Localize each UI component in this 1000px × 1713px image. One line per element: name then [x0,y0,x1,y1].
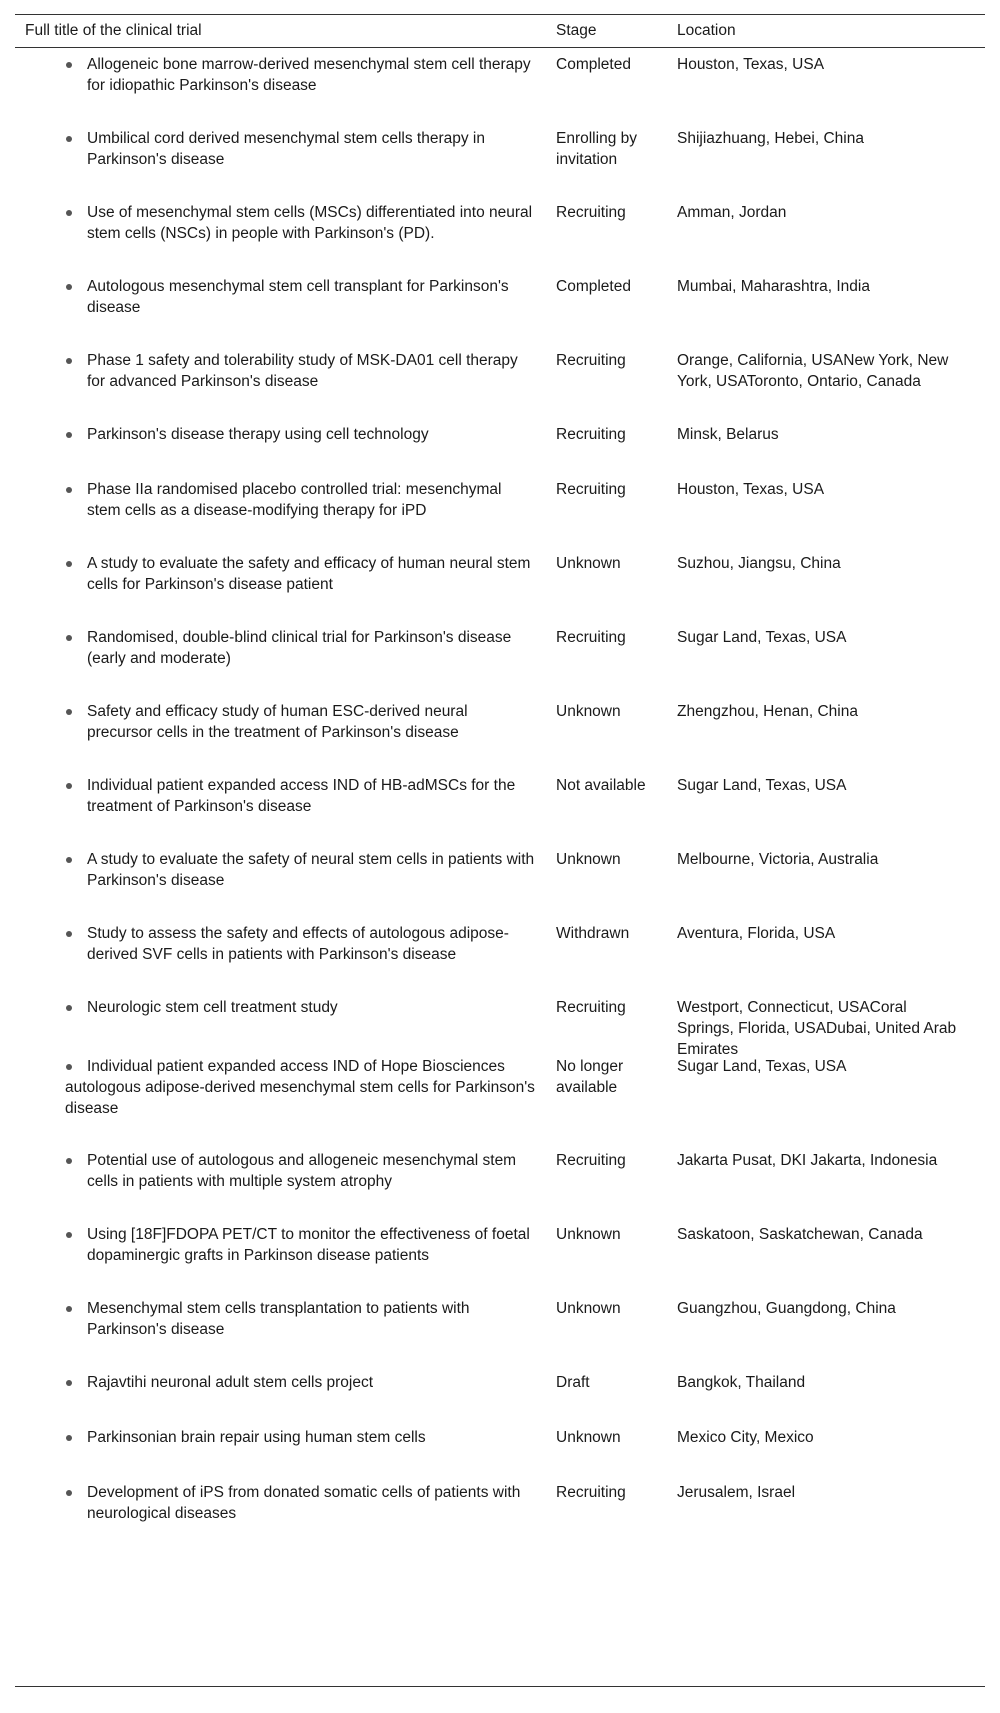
bullet-icon [66,358,72,364]
table-row [15,418,985,473]
table-row [15,917,985,991]
cell-location: Sugar Land, Texas, USA [677,777,847,794]
cell-title-text: Parkinsonian brain repair using human stem cells [87,1429,426,1446]
bullet-icon [66,561,72,567]
cell-location: Mumbai, Maharashtra, India [677,278,870,295]
cell-stage: No longer available [556,1058,624,1096]
cell-location: Aventura, Florida, USA [677,925,836,942]
table-row [15,1421,985,1476]
table-row [15,769,985,843]
cell-location: Suzhou, Jiangsu, China [677,555,841,572]
cell-stage: Recruiting [556,629,626,646]
bullet-icon [66,210,72,216]
cell-title [15,627,556,669]
table-row [15,547,985,621]
cell-title [15,350,556,392]
bullet-icon [66,1380,72,1386]
table-row [15,695,985,769]
cell-title [15,1482,556,1524]
cell-location: Houston, Texas, USA [677,56,825,73]
table-row [15,1292,985,1366]
cell-location: Orange, California, USANew York, New York, USAToronto, Ontario, Canada [677,352,949,390]
cell-title-text: Potential use of autologous and allogeneic mesenchymal stem cells in patients with multiple system atrophy [87,1152,517,1190]
cell-title-text: Study to assess the safety and effects of autologous adipose-derived SVF cells in patients with Parkinson's disease [87,925,509,963]
cell-title [15,553,556,595]
cell-stage: Not available [556,777,646,794]
cell-stage: Unknown [556,1300,621,1317]
bullet-icon [66,635,72,641]
cell-title-text: Use of mesenchymal stem cells (MSCs) differentiated into neural stem cells (NSCs) in people with Parkinson's (PD). [87,204,533,242]
cell-stage: Recruiting [556,426,626,443]
cell-title-text: Safety and efficacy study of human ESC-derived neural precursor cells in the treatment of Parkinson's disease [87,703,468,741]
bullet-icon [66,136,72,142]
cell-title-text: A study to evaluate the safety and efficacy of human neural stem cells for Parkinson's disease patient [87,555,531,593]
cell-title [15,202,556,244]
cell-location: Shijiazhuang, Hebei, China [677,130,864,147]
cell-location: Saskatoon, Saskatchewan, Canada [677,1226,923,1243]
header-stage: Stage [556,22,597,39]
cell-title-text: Mesenchymal stem cells transplantation to patients with Parkinson's disease [87,1300,470,1338]
cell-title [15,1224,556,1266]
table-row [15,1366,985,1421]
cell-location: Minsk, Belarus [677,426,779,443]
cell-title-text: Parkinson's disease therapy using cell technology [87,426,429,443]
table-row [15,843,985,917]
cell-title [15,276,556,318]
bullet-icon [66,857,72,863]
bullet-icon [66,1158,72,1164]
table-row [15,473,985,547]
cell-stage: Recruiting [556,352,626,369]
bullet-icon [66,709,72,715]
table-row [15,991,985,1058]
cell-title-text: Development of iPS from donated somatic cells of patients with neurological diseases [87,1484,521,1522]
cell-title [15,479,556,521]
bullet-icon [66,1005,72,1011]
bullet-icon [66,487,72,493]
cell-title-text: Rajavtihi neuronal adult stem cells project [87,1374,374,1391]
cell-title [15,1427,556,1448]
cell-location: Guangzhou, Guangdong, China [677,1300,896,1317]
cell-stage: Unknown [556,1429,621,1446]
cell-location: Amman, Jordan [677,204,787,221]
cell-location: Mexico City, Mexico [677,1429,814,1446]
cell-title [15,1372,556,1393]
bullet-icon [66,1232,72,1238]
table-row [15,1218,985,1292]
bullet-icon [66,1435,72,1441]
cell-title-text: Phase IIa randomised placebo controlled trial: mesenchymal stem cells as a disease-modifying therapy for iPD [87,481,502,519]
cell-stage: Completed [556,278,631,295]
cell-title-text: Using [18F]FDOPA PET/CT to monitor the effectiveness of foetal dopaminergic grafts in Parkinson disease patients [87,1226,530,1264]
cell-title-text: Allogeneic bone marrow-derived mesenchymal stem cell therapy for idiopathic Parkinson's disease [87,56,531,94]
cell-title-text: Neurologic stem cell treatment study [87,999,338,1016]
cell-stage: Unknown [556,1226,621,1243]
cell-title [15,1298,556,1340]
table-row [15,1144,985,1218]
cell-stage: Recruiting [556,999,626,1016]
cell-title [15,997,556,1018]
bullet-icon [66,1306,72,1312]
bullet-icon [66,1064,72,1070]
cell-title [15,1056,556,1119]
cell-title [15,701,556,743]
cell-stage: Recruiting [556,204,626,221]
table-row [15,1050,985,1144]
table-row [15,1476,985,1550]
cell-location: Sugar Land, Texas, USA [677,629,847,646]
cell-stage: Completed [556,56,631,73]
cell-title-text: Randomised, double-blind clinical trial for Parkinson's disease (early and moderate) [87,629,512,667]
cell-stage: Enrolling by invitation [556,130,637,168]
cell-location: Houston, Texas, USA [677,481,825,498]
table-header-row [15,15,985,47]
cell-location: Zhengzhou, Henan, China [677,703,858,720]
bullet-icon [66,432,72,438]
cell-stage: Recruiting [556,1484,626,1501]
cell-title [15,54,556,96]
table-row [15,48,985,122]
cell-location: Sugar Land, Texas, USA [677,1058,847,1075]
cell-title-text: Individual patient expanded access IND of HB-adMSCs for the treatment of Parkinson's disease [87,777,516,815]
table-body [15,48,985,1550]
cell-title-text: Umbilical cord derived mesenchymal stem cells therapy in Parkinson's disease [87,130,485,168]
cell-title [15,424,556,445]
cell-title [15,775,556,817]
table-row [15,344,985,418]
cell-title [15,849,556,891]
bullet-icon [66,284,72,290]
cell-location: Westport, Connecticut, USACoral Springs, Florida, USADubai, United Arab Emirates [677,999,957,1058]
header-title: Full title of the clinical trial [25,22,202,39]
cell-location: Bangkok, Thailand [677,1374,806,1391]
cell-stage: Recruiting [556,1152,626,1169]
cell-location: Jakarta Pusat, DKI Jakarta, Indonesia [677,1152,938,1169]
bullet-icon [66,783,72,789]
cell-title-text: Autologous mesenchymal stem cell transplant for Parkinson's disease [87,278,509,316]
cell-title [15,1150,556,1192]
cell-title-text: Individual patient expanded access IND of Hope Biosciences autologous adipose-derived mesenchymal stem cells for Parkinson's disease [65,1058,535,1117]
bullet-icon [66,62,72,68]
cell-stage: Unknown [556,851,621,868]
cell-location: Melbourne, Victoria, Australia [677,851,879,868]
cell-title-text: Phase 1 safety and tolerability study of MSK-DA01 cell therapy for advanced Parkinson's disease [87,352,518,390]
header-location: Location [677,22,736,39]
bullet-icon [66,1490,72,1496]
cell-location: Jerusalem, Israel [677,1484,796,1501]
cell-title-text: A study to evaluate the safety of neural stem cells in patients with Parkinson's disease [87,851,535,889]
cell-stage: Unknown [556,555,621,572]
table-row [15,621,985,695]
cell-stage: Draft [556,1374,590,1391]
table-row [15,270,985,344]
table-bottom-rule [15,1686,985,1687]
table-row [15,122,985,196]
clinical-trials-table [15,14,985,1550]
cell-stage: Recruiting [556,481,626,498]
table-row [15,196,985,270]
bullet-icon [66,931,72,937]
cell-stage: Withdrawn [556,925,630,942]
cell-stage: Unknown [556,703,621,720]
cell-title [15,923,556,965]
cell-title [15,128,556,170]
